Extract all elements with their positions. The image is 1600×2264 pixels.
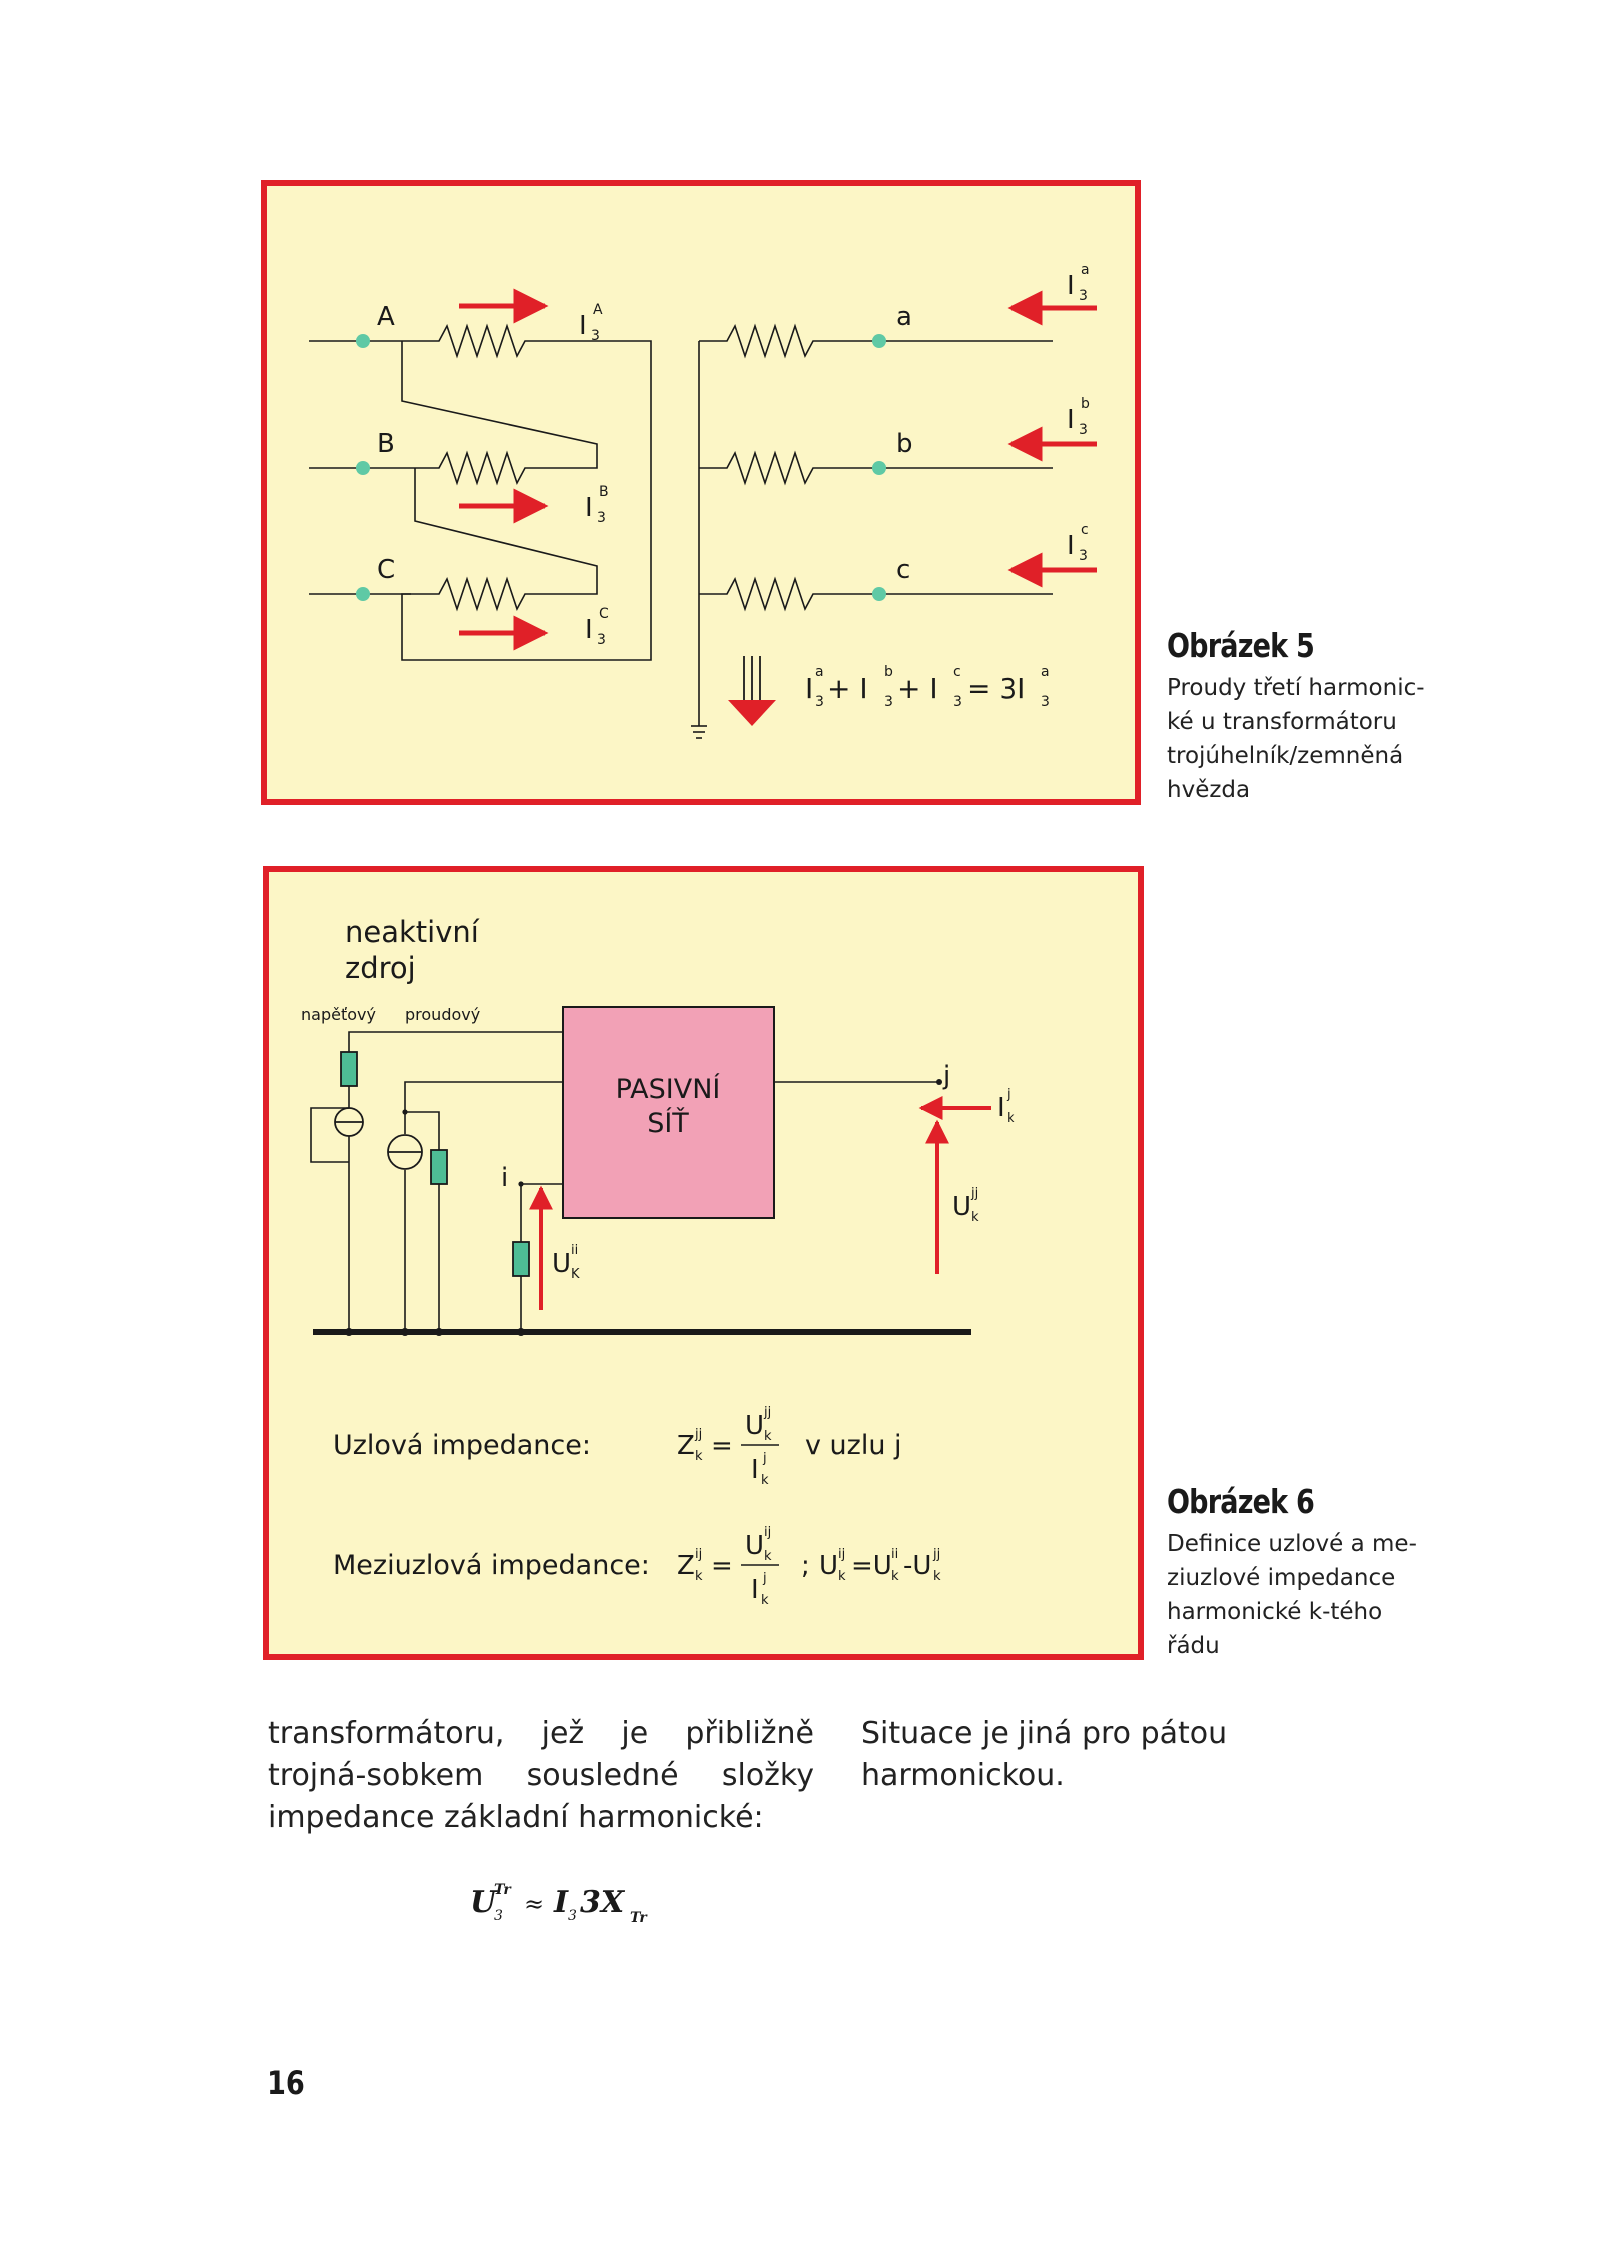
voltage-source-symbol (335, 1108, 363, 1136)
voltage-label-ii (552, 1243, 580, 1282)
current-label-j (997, 1087, 1015, 1126)
sum-sub: 3 (1041, 694, 1050, 710)
inactive-source-label-line-1: neaktivní (345, 915, 479, 949)
figure-6-caption-line-1: Definice uzlové a me- (1167, 1531, 1417, 1557)
node-impedance-formula (677, 1405, 902, 1488)
figure-5-caption-line-3: trojúhelník/zemněná (1167, 743, 1404, 769)
terminal-c-upper-label: C (377, 555, 396, 585)
sym-sub: K (571, 1267, 580, 1282)
current-superscript: c (1081, 522, 1089, 538)
sym-sup: ij (838, 1547, 846, 1562)
node-impedance-suffix: v uzlu j (805, 1430, 902, 1461)
current-source-label: proudový (405, 1005, 481, 1024)
figure-5-caption-line-2: ké u transformátoru (1167, 709, 1397, 735)
sym-sup: jj (971, 1186, 979, 1201)
sym-sup: jj (764, 1405, 772, 1420)
eq-sup: Tr (494, 1882, 511, 1898)
sym-sub: k (761, 1593, 769, 1608)
sym: I (997, 1093, 1005, 1123)
sym-sub: k (761, 1473, 769, 1488)
sym: =U (851, 1551, 892, 1581)
figure-5-diagram (267, 186, 1135, 799)
eq-sub: Tr (630, 1910, 647, 1926)
sym: -U (903, 1551, 932, 1581)
sym-sub: k (695, 1569, 703, 1584)
passive-network-label-line-1: PASIVNÍ (615, 1074, 721, 1105)
current-index: 3 (597, 510, 606, 526)
eq-symbol-u: U (470, 1885, 497, 1920)
sum-sup: b (884, 664, 893, 680)
sym-sup: ii (891, 1547, 899, 1562)
sum-term: + I (827, 672, 868, 705)
figure-6-caption-line-2: ziuzlové impedance (1167, 1565, 1396, 1591)
sum-sub: 3 (953, 694, 962, 710)
sym: Z (677, 1551, 695, 1581)
sym-sub: k (1007, 1111, 1015, 1126)
primary-current-labels (579, 302, 609, 648)
current-index: 3 (597, 632, 606, 648)
node-i-impedance (513, 1242, 529, 1276)
node-i-label: i (501, 1163, 509, 1193)
current-index: 3 (1079, 288, 1088, 304)
figure-6-frame (263, 866, 1144, 1660)
current-label-c-secondary: I (1067, 531, 1075, 561)
figure-5-caption (1167, 626, 1467, 807)
sym-sub: k (971, 1210, 979, 1225)
sum-sub: 3 (815, 694, 824, 710)
current-label-b-secondary: I (1067, 405, 1075, 435)
sym: U (819, 1551, 839, 1581)
voltage-source-impedance (341, 1052, 357, 1086)
sum-term: = 3I (967, 672, 1026, 705)
figure-5-frame (261, 180, 1141, 805)
current-superscript: B (599, 484, 609, 500)
sym: U (952, 1192, 972, 1222)
figure-6-caption-line-4: řádu (1167, 1633, 1220, 1659)
sum-sup: a (815, 664, 824, 680)
sym-sup: ij (764, 1525, 772, 1540)
figure-5-caption-line-4: hvězda (1167, 777, 1251, 803)
internode-impedance-formula (677, 1525, 941, 1608)
node-impedance-label: Uzlová impedance: (333, 1430, 591, 1461)
passive-network-label-line-2: SÍŤ (647, 1108, 689, 1139)
sym-sub: k (838, 1569, 846, 1584)
current-superscript: a (1081, 262, 1090, 278)
sym: I (751, 1455, 759, 1485)
sym-sup: j (763, 1451, 767, 1466)
voltage-source-label: napěťový (301, 1005, 376, 1024)
sym-sub: k (695, 1449, 703, 1464)
sym-sub: k (933, 1569, 941, 1584)
current-index: 3 (1079, 422, 1088, 438)
eq-symbol-x: 3X (580, 1885, 625, 1920)
separator: ; (801, 1551, 810, 1581)
current-label-c: I (585, 615, 593, 645)
terminal-a-upper-label: A (377, 302, 395, 332)
transformer-voltage-equation (470, 1880, 710, 1930)
current-sum-equation (805, 664, 1050, 710)
figure-6-title: Obrázek 6 (1167, 1482, 1314, 1521)
voltage-label-jj (952, 1186, 979, 1225)
page-number: 16 (267, 2064, 305, 2102)
terminal-b-upper-label: B (377, 429, 395, 459)
sym-sub: k (891, 1569, 899, 1584)
node-j-label: j (943, 1061, 951, 1091)
sym-sub: k (764, 1549, 772, 1564)
current-label-a-secondary: I (1067, 271, 1075, 301)
primary-terminals (356, 334, 370, 601)
terminal-a-lower-label: a (896, 302, 912, 332)
current-label-b: I (585, 493, 593, 523)
figure-5-title: Obrázek 5 (1167, 626, 1314, 665)
sym-sup: j (1007, 1087, 1011, 1102)
sym: U (552, 1249, 572, 1279)
current-source-symbol (388, 1135, 422, 1169)
body-text-left-column: transformátoru, jež je přibližně trojná-sobkem sousledné složky impedance základní harmonické: (268, 1716, 814, 1835)
current-superscript: C (599, 606, 609, 622)
body-text-right-column: Situace je jiná pro pátou harmonickou. (861, 1716, 1228, 1793)
figure-6-diagram (269, 872, 1138, 1654)
secondary-terminals (872, 334, 886, 601)
eq-sub: 3 (494, 1908, 503, 1924)
sum-sup: a (1041, 664, 1050, 680)
sym-sup: ii (571, 1243, 579, 1258)
sym: U (745, 1531, 765, 1561)
inactive-source-label-line-2: zdroj (345, 951, 416, 985)
sym-sup: jj (933, 1547, 941, 1562)
neutral-current-arrow (728, 656, 776, 726)
sym-sup: j (763, 1571, 767, 1586)
sum-term: + I (897, 672, 938, 705)
equals-sign: = (711, 1551, 733, 1581)
figure-5-caption-line-1: Proudy třetí harmonic- (1167, 675, 1425, 701)
current-superscript: b (1081, 396, 1090, 412)
current-index: 3 (591, 328, 600, 344)
eq-sub: 3 (568, 1908, 577, 1924)
sym-sup: ij (695, 1547, 703, 1562)
terminal-b-lower-label: b (896, 429, 913, 459)
eq-approx: ≈ (524, 1890, 545, 1918)
figure-6-caption-line-3: harmonické k-tého (1167, 1599, 1383, 1625)
current-superscript: A (593, 302, 603, 318)
sum-term: I (805, 672, 814, 705)
sym: Z (677, 1431, 695, 1461)
sym-sup: jj (695, 1427, 703, 1442)
figure-6-caption (1167, 1482, 1467, 1663)
sum-sub: 3 (884, 694, 893, 710)
current-source-impedance (431, 1150, 447, 1184)
eq-symbol-i: I (554, 1885, 569, 1920)
current-index: 3 (1079, 548, 1088, 564)
current-label-a: I (579, 311, 587, 341)
internode-impedance-label: Meziuzlová impedance: (333, 1550, 650, 1581)
sym-sub: k (764, 1429, 772, 1444)
sym: U (745, 1411, 765, 1441)
sum-sup: c (953, 664, 961, 680)
equals-sign: = (711, 1431, 733, 1461)
sym: I (751, 1575, 759, 1605)
terminal-c-lower-label: c (896, 555, 911, 585)
